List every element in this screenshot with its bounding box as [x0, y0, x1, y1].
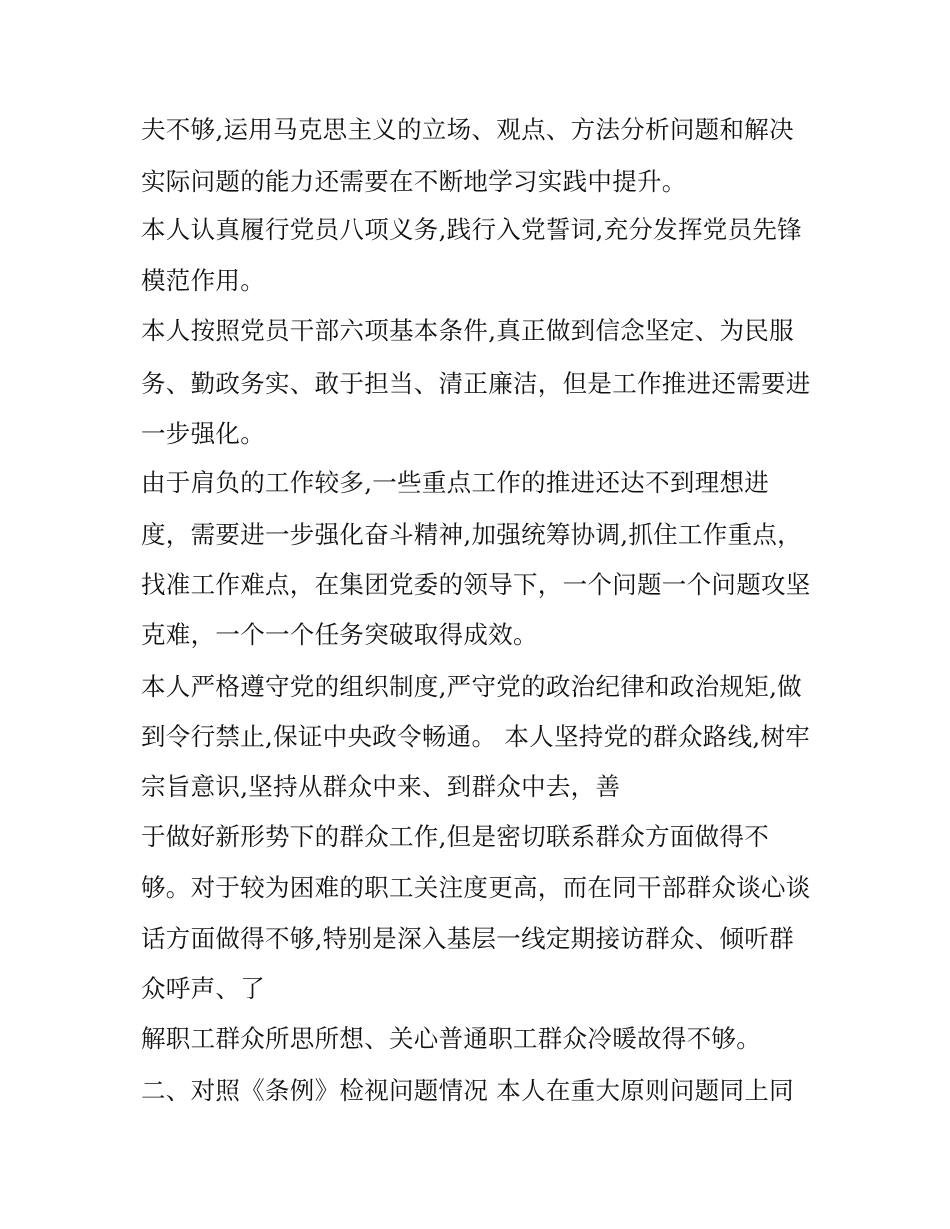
text-line: 解职工群众所思所想、关心普通职工群众冷暖故得不够。: [141, 1024, 761, 1053]
text-line: 度，需要进一步强化奋斗精神,加强统筹协调,抓住工作重点，: [141, 520, 802, 549]
text-line: 够。对于较为困难的职工关注度更高，而在同干部群众谈心谈: [141, 873, 811, 902]
text-line: 话方面做得不够,特别是深入基层一线定期接访群众、倾听群: [141, 924, 794, 953]
text-line: 本人认真履行党员八项义务,践行入党誓词,充分发挥党员先锋: [141, 215, 802, 244]
text-line: 宗旨意识,坚持从群众中来、到群众中去，善: [141, 772, 621, 801]
text-line: 找准工作难点，在集团党委的领导下，一个问题一个问题攻坚: [141, 570, 811, 599]
text-line: 于做好新形势下的群众工作,但是密切联系群众方面做得不: [141, 822, 770, 851]
text-line: 二、对照《条例》检视问题情况 本人在重大原则问题同上同: [141, 1076, 794, 1105]
text-line: 克难，一个一个任务突破取得成效。: [141, 620, 538, 649]
text-line: 本人严格遵守党的组织制度,严守党的政治纪律和政治规矩,做: [141, 672, 802, 701]
text-line: 由于肩负的工作较多,一些重点工作的推进还达不到理想进: [141, 468, 770, 497]
text-line: 务、勤政务实、敢于担当、清正廉洁，但是工作推进还需要进: [141, 369, 811, 398]
text-line: 到令行禁止,保证中央政令畅通。 本人坚持党的群众路线,树牢: [141, 722, 811, 751]
text-line: 实际问题的能力还需要在不断地学习实践中提升。: [141, 167, 687, 196]
text-line: 模范作用。: [141, 266, 265, 295]
text-line: 一步强化。: [141, 419, 265, 448]
text-line: 夫不够,运用马克思主义的立场、观点、方法分析问题和解决: [141, 115, 794, 144]
text-line: 本人按照党员干部六项基本条件,真正做到信念坚定、为民服: [141, 316, 794, 345]
text-line: 众呼声、了: [141, 974, 265, 1003]
